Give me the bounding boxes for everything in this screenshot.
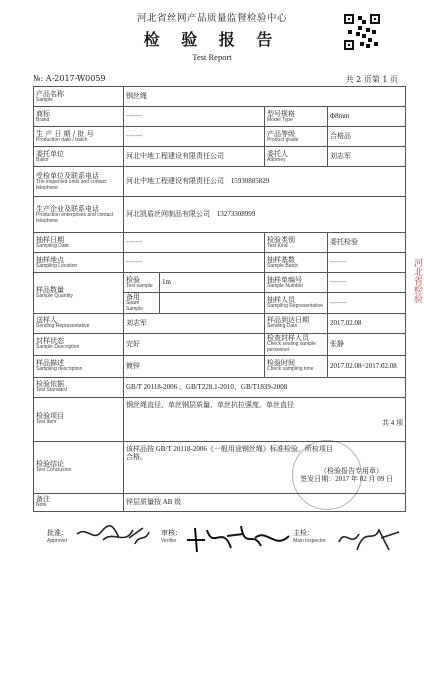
spare-sample-value <box>160 293 265 314</box>
product-name-label: 产品名称 Sample <box>34 87 124 107</box>
sealing-person-label: 检查封样人员 Check sealing sample personnel <box>265 333 328 355</box>
sealing-person-value: 张静 <box>328 333 406 355</box>
verifier-signature <box>183 520 293 556</box>
official-seal <box>292 440 362 510</box>
note-value: 锌层质量按 AB 级 <box>124 493 406 511</box>
sender-label: 送样人 Sending Representative <box>34 313 124 333</box>
inspected-unit-value: 河北中地工程建设有限责任公司 15930885829 <box>124 167 406 197</box>
sample-number-label: 抽样单编号 Sample Number <box>265 273 328 293</box>
sample-quantity-label: 样品数量 Sample Quantity <box>34 273 124 314</box>
production-date-label: 生 产 日 期 / 批 号 Production date / batch <box>34 127 124 147</box>
inspector-label-en: Main inspector <box>293 538 326 544</box>
sample-batch-label: 抽样基数 Sample Batch <box>265 253 328 273</box>
table-row <box>34 197 406 233</box>
test-kind-value: 委托检验 <box>328 233 406 253</box>
test-time-label: 检验时间 Check sampling time <box>265 355 328 377</box>
report-meta <box>33 74 398 86</box>
report-title-en: Test Report <box>192 52 232 62</box>
production-date-value: ------- <box>124 127 265 147</box>
client-value: 河北中地工程建设有限责任公司 <box>124 147 265 167</box>
table-row <box>34 273 406 293</box>
sampling-location-label: 抽样地点 Sampling Location <box>34 253 124 273</box>
test-sample-label: 检验 Test sample <box>124 273 160 293</box>
test-items-label: 检验项目 Test Item <box>34 397 124 441</box>
test-items-count: 共 4 项 <box>382 418 403 427</box>
conclusion-value: 该样品按 GB/T 20118-2006《一般用途钢丝绳》标准检验，所检项目 合格。 （检验报告专用章） 签发日期：2017 年 02 月 09 日 <box>124 441 406 493</box>
sampling-rep-label: 抽样人员 Sampling Representative <box>265 293 328 314</box>
table-row <box>34 167 406 197</box>
sampling-location-value: ------- <box>124 253 265 273</box>
sample-status-value: 完好 <box>124 333 265 355</box>
sending-date-value: 2017.02.08 <box>328 313 406 333</box>
table-row <box>34 333 406 355</box>
report-title: 检 验 报 告 <box>143 30 281 49</box>
qr-code-icon <box>344 14 380 50</box>
page-background-bottom <box>0 588 424 700</box>
table-row <box>34 253 406 273</box>
sending-date-label: 样品到达日期 Sending Date <box>265 313 328 333</box>
attorney-value: 刘志军 <box>328 147 406 167</box>
inspected-unit-label: 受检单位及联系电话 The inspected units and contact telephone <box>34 167 124 197</box>
verifier-label-en: Verifier <box>161 538 177 544</box>
sign-date: 签发日期：2017 年 02 月 09 日 <box>300 474 393 483</box>
report-number: №: A-2017-W0059 <box>33 74 106 83</box>
sampling-date-label: 抽样日期 Sampling Date <box>34 233 124 253</box>
approver-label-en: Approver <box>47 538 68 544</box>
center-name: 河北省丝网产品质量监督检验中心 <box>136 13 287 24</box>
note-label: 备注 Note <box>34 493 124 511</box>
approver-block <box>47 528 68 544</box>
sampling-rep-value: ------- <box>328 293 406 314</box>
producer-label: 生产企业及联系电话 Production enterprises and contact telephone <box>34 197 124 233</box>
test-kind-label: 检验类别 Test Kind <box>265 233 328 253</box>
standard-value: GB/T 20118-2006 、GB/T228.1-2010、GB/T1839-2008 <box>124 377 406 397</box>
verifier-label: 审核： <box>161 529 182 537</box>
sample-batch-value: ------- <box>328 253 406 273</box>
attorney-label: 委托人 Attorney <box>265 147 328 167</box>
client-label: 委托单位 Bailor <box>34 147 124 167</box>
brand-label: 商标 Brand <box>34 107 124 127</box>
inspector-label: 主检： <box>293 529 314 537</box>
table-row <box>34 233 406 253</box>
inspector-block <box>293 528 326 544</box>
grade-label: 产品等级 Product grade <box>265 127 328 147</box>
table-row <box>34 397 406 441</box>
model-value: Φ8mm <box>328 107 406 127</box>
conclusion-label: 检验结论 Test Conclusion <box>34 441 124 493</box>
spare-sample-label: 备用 Spare Sample <box>124 293 160 314</box>
table-row <box>34 147 406 167</box>
verifier-block <box>161 528 182 544</box>
sampling-date-value: ------- <box>124 233 265 253</box>
product-name-value: 钢丝绳 <box>124 87 406 107</box>
test-time-value: 2017.02.08~2017.02.08 <box>328 355 406 377</box>
side-stamp: 河北省检验 <box>412 257 422 303</box>
approver-signature <box>73 520 153 554</box>
page-indicator: 共 2 页第 1 页 <box>345 75 398 84</box>
signature-row <box>33 520 405 560</box>
inspector-signature <box>333 520 403 556</box>
brand-value: ------- <box>124 107 265 127</box>
approver-label: 批准： <box>47 529 68 537</box>
test-items-value: 钢丝绳直径、单丝钢层质量、单丝抗拉强度、单丝直径 共 4 项 <box>124 397 406 441</box>
table-row <box>34 107 406 127</box>
sample-desc-label: 样品描述 Sampling description <box>34 355 124 377</box>
sample-number-value: ------- <box>328 273 406 293</box>
standard-label: 检验依据 Test Standard <box>34 377 124 397</box>
sender-value: 刘志军 <box>124 313 265 333</box>
producer-value: 河北凯盾丝网制品有限公司 13273308999 <box>124 197 406 233</box>
sample-desc-value: 镀锌 <box>124 355 265 377</box>
table-row <box>34 127 406 147</box>
table-row <box>34 87 406 107</box>
table-row <box>34 377 406 397</box>
sample-status-label: 封样状态 Sample Description <box>34 333 124 355</box>
grade-value: 合格品 <box>328 127 406 147</box>
model-label: 型号规格 Model Type <box>265 107 328 127</box>
stamp-text: （检验报告专用章） <box>320 466 383 475</box>
table-row <box>34 355 406 377</box>
test-sample-value: 1m <box>160 273 265 293</box>
table-row <box>34 313 406 333</box>
